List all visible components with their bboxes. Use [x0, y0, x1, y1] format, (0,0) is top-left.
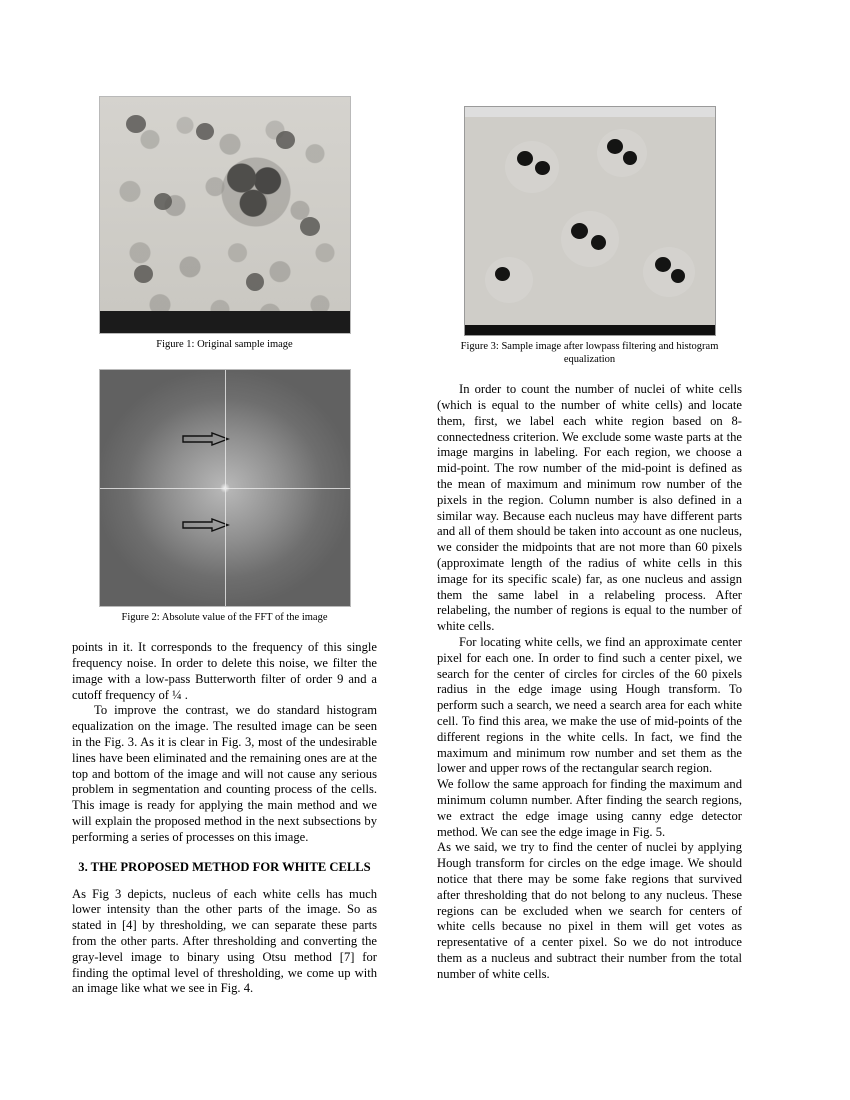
figure-2: [72, 369, 377, 624]
cell-blob: [300, 217, 320, 236]
cell-blob: [246, 273, 264, 291]
filtered-equalized-micrograph: [464, 106, 716, 336]
figure-3-caption: Figure 3: Sample image after lowpass filtering and histogram equalization: [460, 341, 719, 366]
nucleus-blob: [535, 161, 550, 175]
nucleus-blob: [655, 257, 671, 272]
figure-1: [72, 96, 377, 351]
figure-3: [437, 106, 742, 366]
figure-1-caption: Figure 1: Original sample image: [156, 339, 293, 350]
left-column: [72, 96, 377, 997]
arrow-upper-icon: [182, 432, 230, 446]
cell-blob: [276, 131, 295, 149]
cell-blob: [154, 193, 172, 210]
right-paragraph-1: In order to count the number of nuclei of white cells (which is equal to the number of white cells) and locate them, first, we label each white region based on 8-connectedness criterion. We exclude some waste parts at the image margins in labeling. For each region, we choose a mid-point. The row number of the mid-point is defined as the mean of maximum and minimum row number of the pixels in the region. Column number is also defined in a similar way. Because each nucleus may have different parts and all of them should be taken into account as one nucleus, we consider the midpoints that are not more than 60 pixels (approximate length of the radius of white cells in this image for its specific scale) far, as one nucleus and assign them the same label in a relabeling process. After relabeling, the number of regions is equal to the number of white cells.: [437, 382, 742, 634]
left-paragraph-3: As Fig 3 depicts, nucleus of each white cells has much lower intensity than the other parts of the image. So as stated in [4] by thresholding, we can separate these parts from the other parts. After thresholding and converting the gray-level image to binary using Otsu method [7] for finding the optimal level of thresholding, we come up with an image like what we see in Fig. 4.: [72, 886, 377, 996]
original-blood-smear-micrograph: [99, 96, 351, 334]
nucleus-blob: [671, 269, 685, 283]
section-heading: 3. THE PROPOSED METHOD FOR WHITE CELLS: [78, 859, 371, 874]
left-paragraph-2: To improve the contrast, we do standard histogram equalization on the image. The resulted image can be seen in the Fig. 3. As it is clear in Fig. 3, most of the undesirable lines have been eliminated and the remaining ones are at the top and bottom of the image and will not cause any serious problem in segmentation and counting process of the cells. This image is ready for applying the main method and we will explain the proposed method in the next subsections by performing a series of processes on this image.: [72, 703, 377, 844]
white-cell-cluster: [220, 157, 292, 227]
nucleus-blob: [495, 267, 510, 281]
nucleus-blob: [623, 151, 637, 165]
fft-magnitude-spectrum: [99, 369, 351, 607]
cell-blob: [126, 115, 146, 133]
cell-halo: [505, 141, 559, 193]
cell-halo: [643, 247, 695, 297]
right-column: [437, 96, 742, 983]
cell-halo: [561, 211, 619, 267]
cell-halo: [485, 257, 533, 303]
cell-halo: [597, 129, 647, 177]
fft-dc-peak: [220, 483, 230, 493]
right-paragraph-2: For locating white cells, we find an approximate center pixel for each one. In order to find such a center pixel, we search for the center of circles for circles of the 60 pixels radius in the edge image using Hough transform. To perform such a search, we need a search area for each white cell. To find this area, we make the use of mid-points of the different regions in the white cells. In fact, we find the maximum and minimum row number and set them as the lower and upper rows of the rectangular search region.: [437, 635, 742, 776]
nucleus-blob: [517, 151, 533, 166]
nucleus-blob: [607, 139, 623, 154]
figure-2-caption: Figure 2: Absolute value of the FFT of the image: [121, 612, 328, 624]
left-paragraph-1: points in it. It corresponds to the frequency of this single frequency noise. In order to delete this noise, we filter the image with a low-pass Butterworth filter of order 9 and a cutoff frequency of ¼ .: [72, 640, 377, 702]
cell-blob: [196, 123, 214, 140]
right-paragraph-4: As we said, we try to find the center of nuclei by applying Hough transform for circles on the edge image. We should notice that there may be some fake regions that survived after thresholding that do not belong to any nucleus. These regions can be excluded when we search for centers of white cells because no pixel in them will get votes as representative of a center pixel. So we do not introduce them as a nucleus and subtract their number from the total number of white cells.: [437, 840, 742, 981]
cell-blob: [134, 265, 153, 283]
right-paragraph-3: We follow the same approach for finding the maximum and minimum column number. After finding the search regions, we extract the edge image using canny edge detector method. We can see the edge image in Fig. 5.: [437, 777, 742, 839]
nucleus-blob: [571, 223, 588, 239]
nucleus-blob: [591, 235, 606, 250]
arrow-lower-icon: [182, 518, 230, 532]
